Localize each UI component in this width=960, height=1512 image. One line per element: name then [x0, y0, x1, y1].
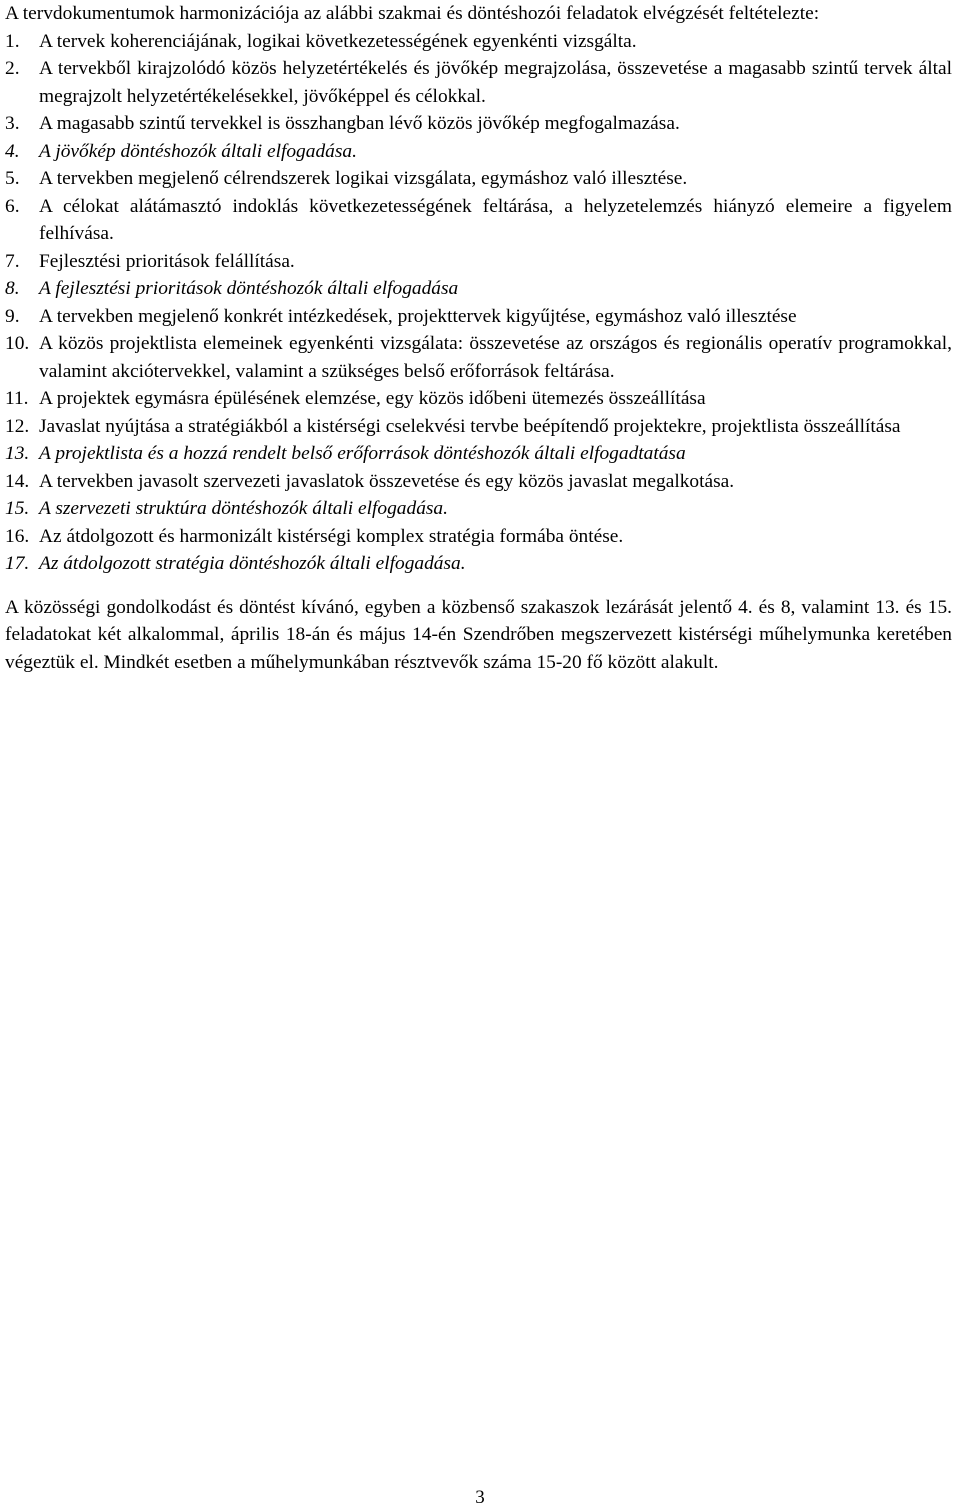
item-number: 5. [5, 168, 20, 189]
item-text: A projektlista és a hozzá rendelt belső erőforrások döntéshozók általi elfogadtatása [39, 443, 686, 464]
list-item [5, 193, 952, 248]
list-item [5, 55, 952, 110]
list-item [5, 413, 952, 441]
list-item [5, 138, 952, 166]
item-text: A jövőkép döntéshozók általi elfogadása. [39, 140, 357, 162]
list-item [5, 550, 952, 578]
item-number: 14. [5, 470, 30, 492]
item-text: A tervekben megjelenő konkrét intézkedések, projekttervek kigyűjtése, egymáshoz való illesztése [39, 305, 797, 327]
list-item [5, 385, 952, 413]
page-number: 3 [475, 1487, 485, 1508]
list-item [5, 28, 952, 56]
item-number: 15. [5, 498, 30, 519]
list-item [5, 248, 952, 276]
item-text: A célokat alátámasztó indoklás következetességének feltárása, a helyzetelemzés hiányzó elemeire a figyelem felhívása. [39, 195, 952, 244]
item-number: 17. [5, 553, 30, 574]
item-text: Javaslat nyújtása a stratégiákból a kistérségi cselekvési tervbe beépítendő projektekre, projektlista összeállítása [39, 415, 901, 437]
list-item [5, 303, 952, 331]
item-number: 11. [5, 388, 29, 409]
item-number: 7. [5, 250, 20, 272]
item-text: A tervekből kirajzolódó közös helyzetértékelés és jövőkép megrajzolása, összevetése a magasabb szintű tervek által megrajzolt helyzetértékelésekkel, jövőképpel és célokkal. [39, 58, 952, 107]
item-number: 1. [5, 30, 20, 52]
item-number: 8. [5, 278, 20, 299]
item-number: 16. [5, 525, 30, 547]
list-item [5, 468, 952, 496]
item-number: 10. [5, 333, 30, 354]
list-item [5, 495, 952, 523]
item-text: A tervek koherenciájának, logikai következetességének egyenkénti vizsgálta. [39, 30, 637, 52]
item-number: 2. [5, 58, 20, 79]
item-text: Az átdolgozott stratégia döntéshozók általi elfogadása. [39, 553, 466, 574]
item-number: 9. [5, 305, 20, 327]
item-number: 13. [5, 443, 30, 464]
item-text: A tervekben megjelenő célrendszerek logikai vizsgálata, egymáshoz való illesztése. [39, 168, 688, 189]
item-number: 6. [5, 195, 20, 217]
list-item [5, 165, 952, 193]
item-number: 3. [5, 113, 20, 134]
list-item [5, 523, 952, 551]
list-item [5, 110, 952, 138]
item-text: Fejlesztési prioritások felállítása. [39, 250, 295, 272]
item-text: A tervekben javasolt szervezeti javaslatok összevetése és egy közös javaslat megalkotása. [39, 470, 735, 492]
item-number: 12. [5, 415, 30, 437]
document-page [5, 0, 952, 676]
item-text: A magasabb szintű tervekkel is összhangban lévő közös jövőkép megfogalmazása. [39, 113, 680, 134]
item-text: A közös projektlista elemeinek egyenkénti vizsgálata: összevetése az országos és regionális operatív programokkal, valamint akciótervekkel, valamint a szükséges belső erőforrások feltárása. [39, 333, 952, 382]
item-text: A fejlesztési prioritások döntéshozók általi elfogadása [39, 278, 459, 299]
list-item [5, 330, 952, 385]
list-item [5, 275, 952, 303]
intro-paragraph: A tervdokumentumok harmonizációja az alábbi szakmai és döntéshozói feladatok elvégzését feltételezte: [5, 3, 820, 24]
item-text: A szervezeti struktúra döntéshozók általi elfogadása. [39, 498, 448, 519]
list-item [5, 440, 952, 468]
item-text: A projektek egymásra épülésének elemzése, egy közös időbeni ütemezés összeállítása [39, 388, 706, 409]
item-text: Az átdolgozott és harmonizált kistérségi komplex stratégia formába öntése. [39, 525, 624, 547]
closing-paragraph: A közösségi gondolkodást és döntést kívánó, egyben a közbenső szakaszok lezárását jelentő 4. és 8, valamint 13. és 15. feladatokat két alkalommal, április 18-án és május 14-én Szendrőben megszervezett kistérségi műhelymunka keretében végeztük el. Mindkét esetben a műhelymunkában résztvevők száma 15-20 fő között alakult. [5, 596, 952, 673]
task-list [5, 28, 952, 578]
item-number: 4. [5, 140, 20, 162]
